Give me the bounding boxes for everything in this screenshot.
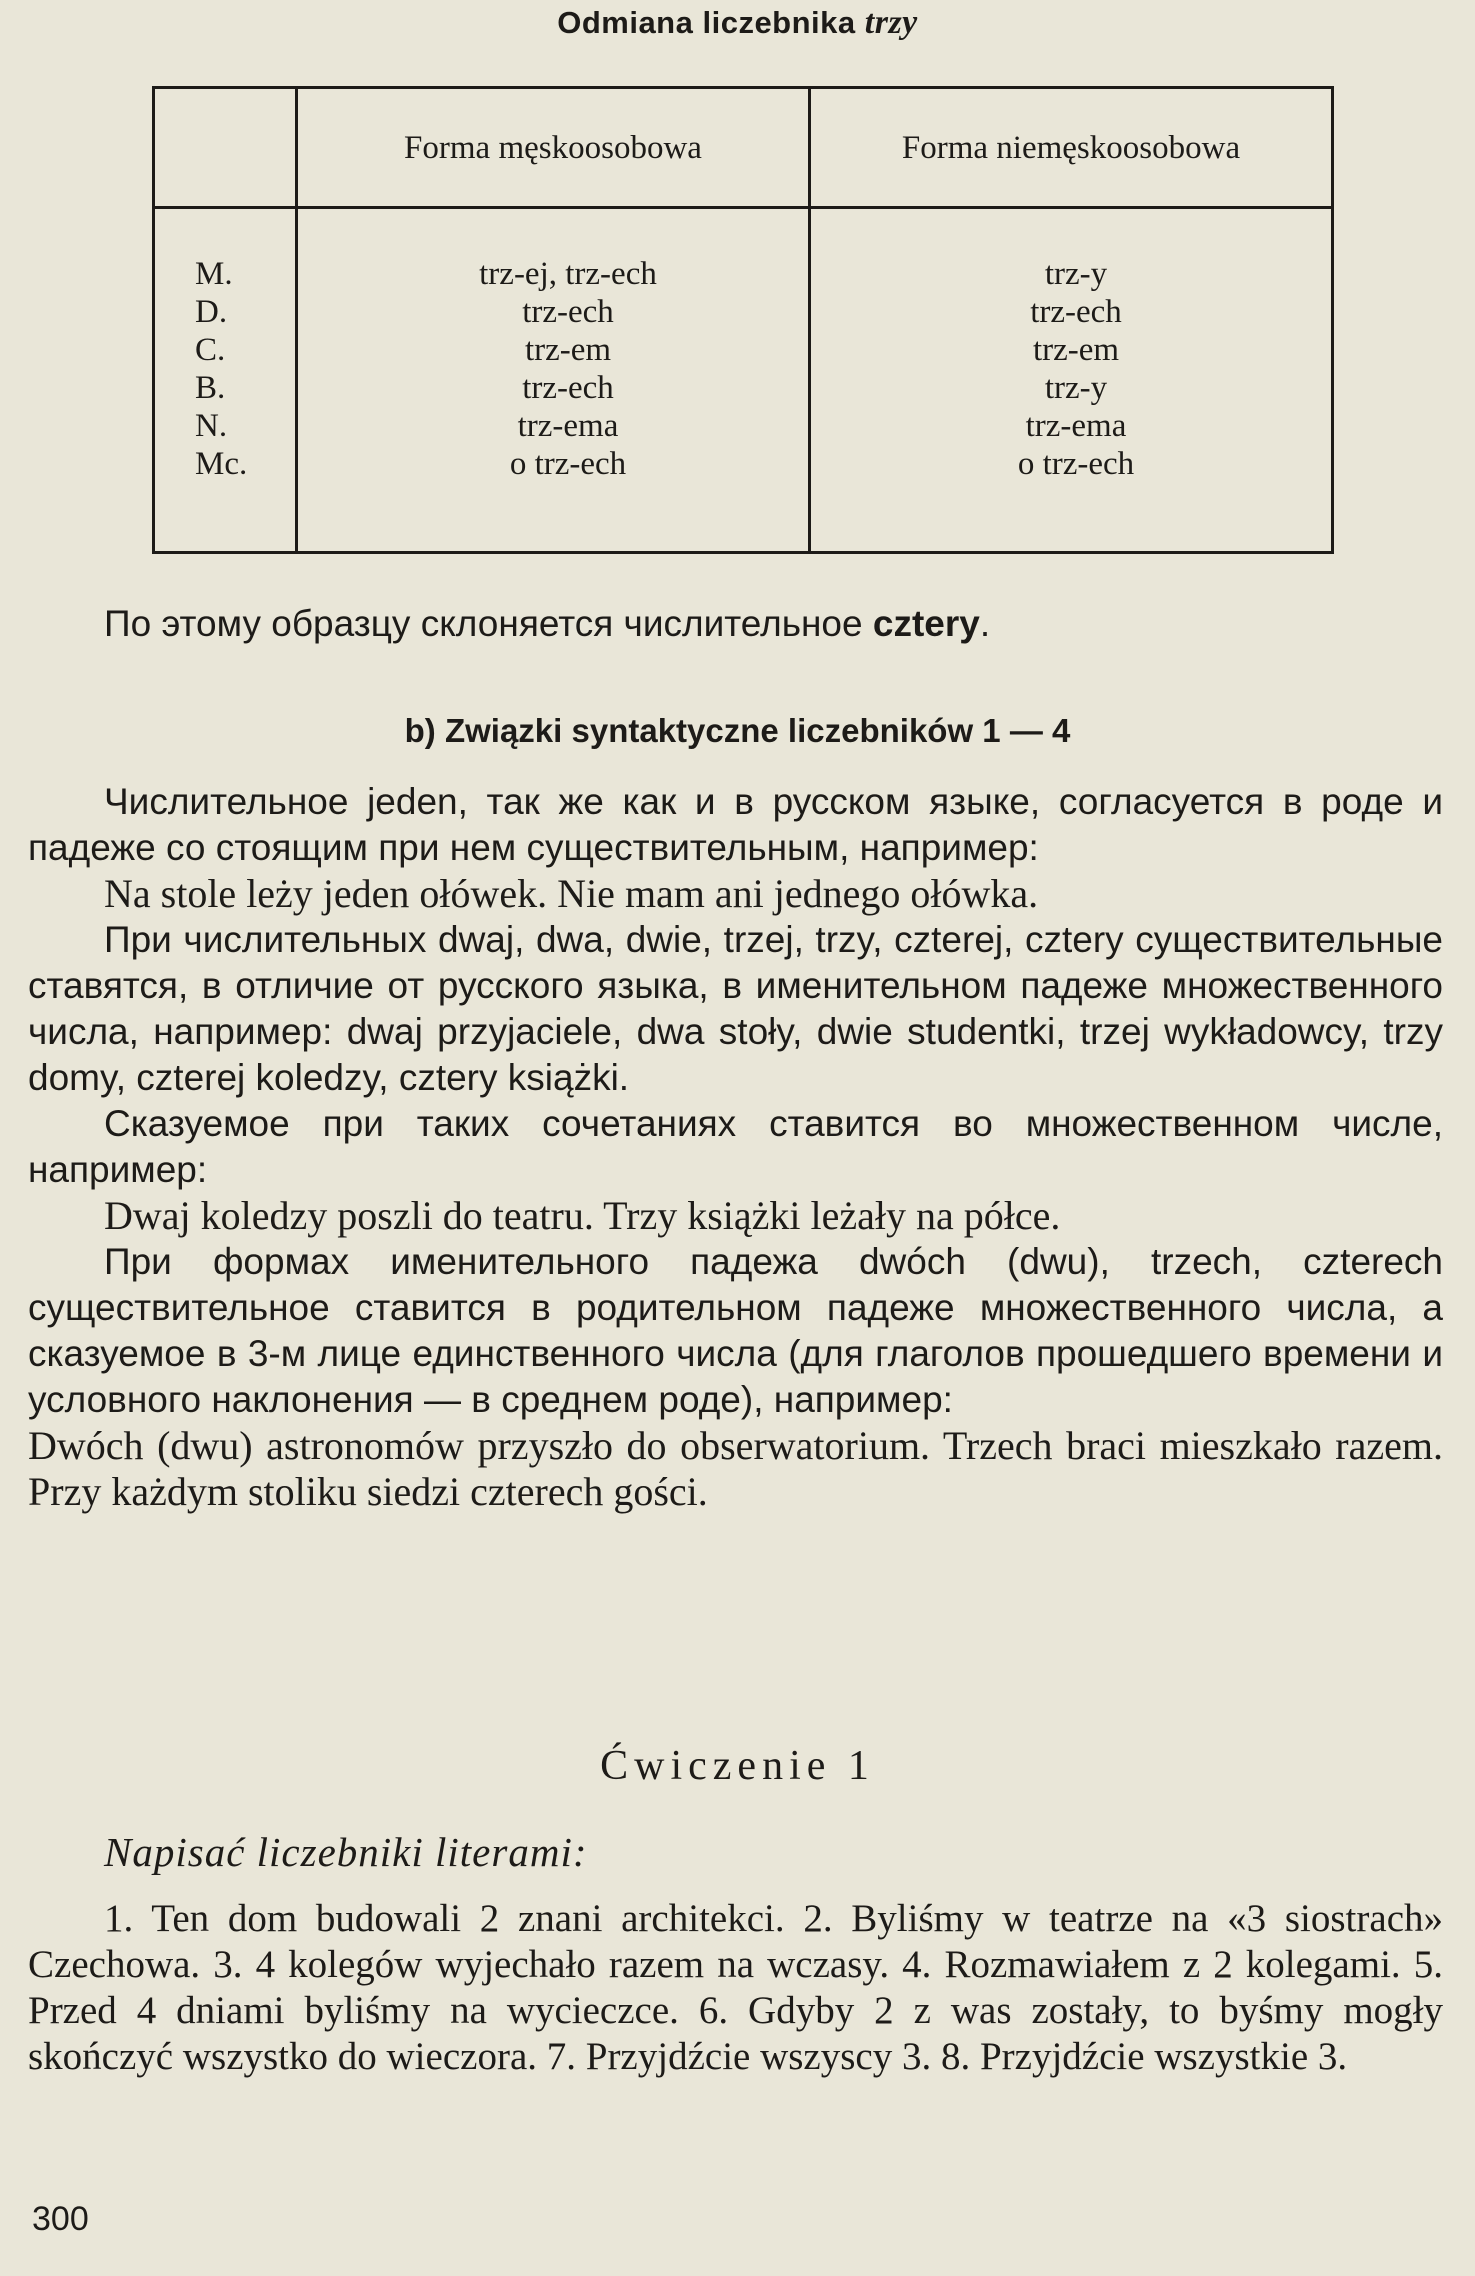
case-label: M. xyxy=(195,256,233,292)
table-title xyxy=(0,4,1475,42)
paragraph-jeden: Числительное jeden, так же как и в русском языке, согласуется в роде и падеже со стоящим при нем существительным, например: xyxy=(28,781,1443,868)
section-body xyxy=(28,779,1443,1515)
case-label: D. xyxy=(195,294,228,330)
case-label: N. xyxy=(195,408,228,444)
masc-form: o trz-ech xyxy=(509,446,627,482)
table-title-prefix: Odmiana liczebnika xyxy=(557,5,865,40)
case-label: C. xyxy=(195,332,226,368)
case-label: B. xyxy=(195,370,226,406)
nonmasc-form: trz-ech xyxy=(1030,294,1122,330)
paragraph-dwaj: При числительных dwaj, dwa, dwie, trzej, trzy, czterej, cztery существительные ставятся, в отличие от русского языка, в именительном падеже множественного числа, например: dwaj przyjaciele, dwa stoły, dwie studentki, trzej wykładowcy, trzy domy, czterej koledzy, cztery książki. xyxy=(28,919,1443,1098)
paragraph-dwoch: При формах именительного падежа dwóch (dwu), trzech, czterech существительное ставится в родительном падеже множественного числа, а сказуемое в 3-м лице единственного числа (для глаголов прошедшего времени и условного наклонения — в среднем роде), например: xyxy=(28,1241,1443,1420)
nonmasc-form: o trz-ech xyxy=(1017,446,1135,482)
nonmasc-form: trz-y xyxy=(1044,370,1108,406)
masc-form: trz-em xyxy=(524,332,612,368)
table-body-row xyxy=(154,208,1333,553)
table-title-word: trzy xyxy=(864,4,918,41)
exercise-title: Ćwiczenie 1 xyxy=(600,1743,875,1789)
nonmasc-form: trz-em xyxy=(1032,332,1120,368)
table-header-row xyxy=(154,88,1333,208)
example-jeden: Na stole leży jeden ołówek. Nie mam ani jednego ołówka. xyxy=(104,871,1039,916)
case-column-header xyxy=(154,88,297,208)
example-genitive: Dwóch (dwu) astronomów przyszło do obserwatorium. Trzech braci mieszkało razem. Przy każdym stoliku siedzi czterech gości. xyxy=(28,1423,1443,1514)
page-number: 300 xyxy=(32,2200,89,2238)
exercise-task: Napisać liczebniki literami: xyxy=(104,1829,588,1875)
nonmasc-form: trz-ema xyxy=(1025,408,1127,444)
case-column xyxy=(154,208,297,553)
masc-column xyxy=(297,208,810,553)
masc-column-header: Forma męskoosobowa xyxy=(297,88,810,208)
masc-form: trz-ej, trz-ech xyxy=(479,256,657,292)
case-label: Mc. xyxy=(195,446,248,482)
nonmasc-form: trz-y xyxy=(1044,256,1108,292)
exercise-text: 1. Ten dom budowali 2 znani architekci. 2. Byliśmy w teatrze na «3 siostrach» Czechowa. 3. 4 kolegów wyjechało razem na wczasy. 4. Rozmawiałem z 2 kolegami. 5. Przed 4 dniami byliśmy na wycieczce. 6. Gdyby 2 z was zostały, to byśmy mogły skończyć wszystko do wieczora. 7. Przyjdźcie wszyscy 3. 8. Przyjdźcie wszystkie 3. xyxy=(28,1897,1443,2078)
declension-table xyxy=(152,86,1334,554)
masc-form: trz-ech xyxy=(522,294,614,330)
declension-note-text: По этому образцу склоняется числительное xyxy=(104,603,873,644)
masc-form: trz-ema xyxy=(517,408,619,444)
nonmasc-column-header: Forma niemęskoosobowa xyxy=(810,88,1333,208)
declension-note-end: . xyxy=(979,603,991,644)
example-plural: Dwaj koledzy poszli do teatru. Trzy książki leżały na półce. xyxy=(104,1193,1061,1238)
declension-note xyxy=(28,601,1443,647)
declension-note-word: cztery xyxy=(872,603,980,644)
nonmasc-column xyxy=(810,208,1333,553)
masc-form: trz-ech xyxy=(522,370,614,406)
paragraph-predicate: Сказуемое при таких сочетаниях ставится во множественном числе, например: xyxy=(28,1103,1443,1190)
section-heading: b) Związki syntaktyczne liczebników 1 — 4 xyxy=(404,712,1071,749)
